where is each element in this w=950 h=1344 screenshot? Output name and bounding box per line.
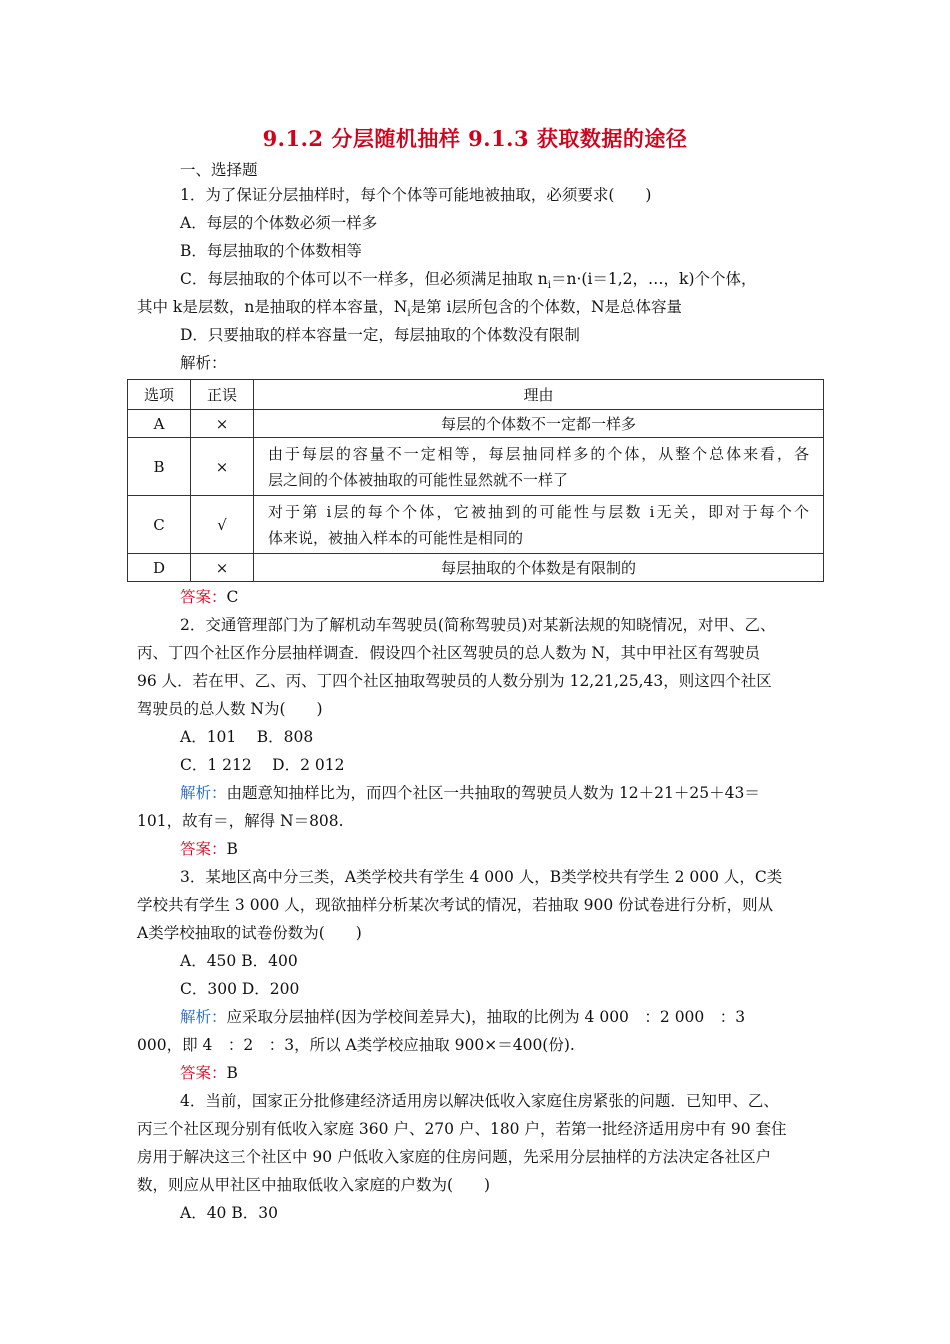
q1-option-c: C．每层抽取的个体可以不一样多，但必须满足抽取 $n_i=n\cdot(i=1,2$，…，k)个个体， [180, 270, 757, 292]
reason-line: 由于每层的容量不一定相等，每层抽同样多的个体，从整个总体来看，各 [268, 444, 809, 463]
q3-stem-line3: A类学校抽取的试卷份数为( ) [137, 924, 362, 942]
reason-line: 体来说，被抽入样本的可能性是相同的 [268, 528, 524, 547]
table-header-correct: 正误 [191, 380, 254, 410]
table-cell-mark: × [191, 554, 254, 582]
q1-option-c-cont: 其中 k是层数，n是抽取的样本容量，$N_i$是第 i层所包含的个体数，N是总体容量 [137, 298, 683, 320]
q1-option-b: B．每层抽取的个体数相等 [180, 242, 362, 260]
q1-analysis-table [127, 379, 824, 582]
table-cell-reason [254, 496, 824, 554]
reason-line: 层之间的个体被抽取的可能性显然就不一样了 [268, 470, 569, 489]
q4-options-ab: A．40 B．30 [180, 1204, 278, 1222]
q2-stem-line1: 2．交通管理部门为了解机动车驾驶员(简称驾驶员)对某新法规的知晓情况，对甲、乙、 [180, 616, 776, 634]
q1-analysis-label: 解析： [180, 354, 227, 372]
table-cell-option: D [128, 554, 191, 582]
q3-stem-line1: 3．某地区高中分三类，A类学校共有学生 4 000 人，B类学校共有学生 2 000 人，C类 [180, 868, 783, 886]
q2-analysis: 解析：由题意知抽样比为，而四个社区一共抽取的驾驶员人数为 12＋21＋25＋43＝ [180, 784, 760, 802]
q4-stem-line1: 4．当前，国家正分批修建经济适用房以解决低收入家庭住房紧张的问题．已知甲、乙、 [180, 1092, 779, 1110]
table-header-row [128, 380, 824, 410]
q2-stem-line3: 96 人．若在甲、乙、丙、丁四个社区抽取驾驶员的人数分别为 12,21,25,43，则这四个社区 [137, 672, 772, 690]
table-row [128, 410, 824, 438]
q2-analysis-cont: 101，故有＝，解得 N＝808. [137, 812, 344, 830]
table-header-option: 选项 [128, 380, 191, 410]
q2-options-ab: A．101 B．808 [180, 728, 314, 746]
q1-option-a: A．每层的个体数必须一样多 [180, 214, 378, 232]
q2-answer: 答案：B [180, 840, 238, 858]
q3-answer: 答案：B [180, 1064, 238, 1082]
q1-stem: 1．为了保证分层抽样时，每个个体等可能地被抽取，必须要求( ) [180, 186, 652, 204]
table-cell-mark: × [191, 410, 254, 438]
reason-line: 对于第 i层的每个个体，它被抽到的可能性与层数 i无关，即对于每个个 [268, 502, 809, 521]
table-cell-mark: × [191, 438, 254, 496]
page-title: 9.1.2 分层随机抽样 9.1.3 获取数据的途径 [262, 126, 688, 151]
q2-stem-line4: 驾驶员的总人数 N为( ) [137, 700, 323, 718]
table-row [128, 554, 824, 582]
q4-stem-line2: 丙三个社区现分别有低收入家庭 360 户、270 户、180 户，若第一批经济适用房中有 90 套住 [137, 1120, 787, 1138]
table-cell-option: A [128, 410, 191, 438]
q3-stem-line2: 学校共有学生 3 000 人，现欲抽样分析某次考试的情况，若抽取 900 份试卷进行分析，则从 [137, 896, 774, 914]
table-cell-reason: 每层的个体数不一定都一样多 [254, 410, 824, 438]
table-header-reason: 理由 [254, 380, 824, 410]
q2-stem-line2: 丙、丁四个社区作分层抽样调查．假设四个社区驾驶员的总人数为 N，其中甲社区有驾驶员 [137, 644, 760, 662]
q3-options-cd: C．300 D．200 [180, 980, 300, 998]
table-row [128, 438, 824, 496]
table-cell-option: B [128, 438, 191, 496]
q4-stem-line3: 房用于解决这三个社区中 90 户低收入家庭的住房问题，先采用分层抽样的方法决定各社区户 [137, 1148, 772, 1166]
table-cell-reason: 每层抽取的个体数是有限制的 [254, 554, 824, 582]
q3-analysis-cont: 000，即 4 ：2 ：3，所以 A类学校应抽取 900×＝400(份). [137, 1036, 575, 1054]
table-row [128, 496, 824, 554]
table-cell-option: C [128, 496, 191, 554]
q3-options-ab: A．450 B．400 [180, 952, 298, 970]
q4-stem-line4: 数，则应从甲社区中抽取低收入家庭的户数为( ) [137, 1176, 491, 1194]
q1-option-d: D．只要抽取的样本容量一定，每层抽取的个体数没有限制 [180, 326, 580, 344]
q3-analysis: 解析：应采取分层抽样(因为学校间差异大)，抽取的比例为 4 000 ：2 000 ：3 [180, 1008, 746, 1026]
q1-answer: 答案：C [180, 588, 239, 606]
section-heading: 一、选择题 [180, 161, 258, 179]
table-cell-reason [254, 438, 824, 496]
q2-options-cd: C．1 212 D．2 012 [180, 756, 345, 774]
table-cell-mark: √ [191, 496, 254, 554]
